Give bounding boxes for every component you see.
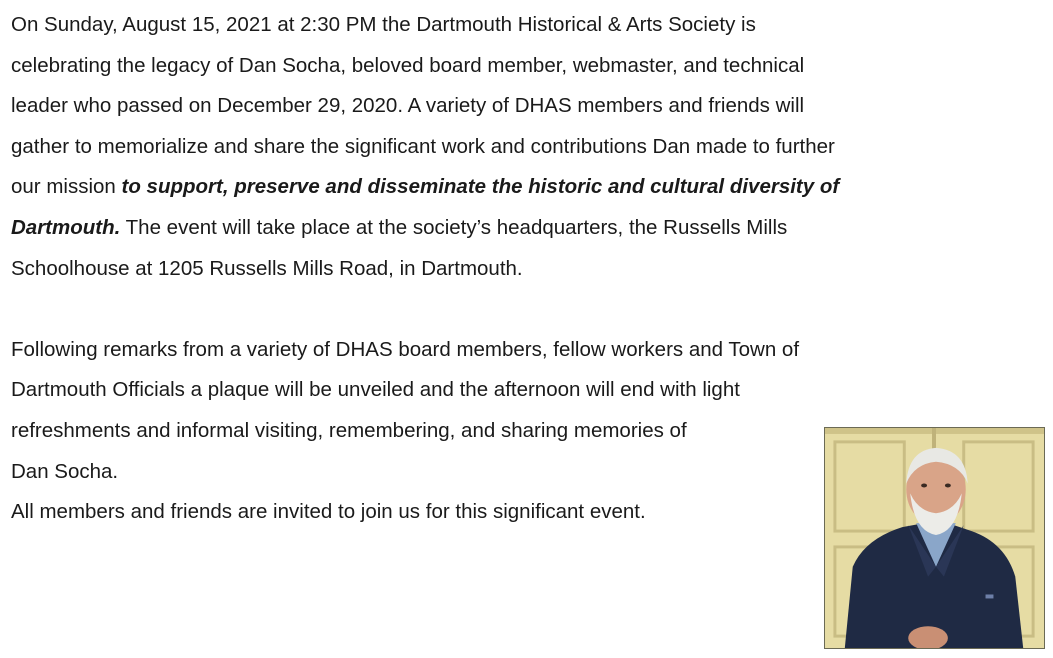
text-plain: our mission xyxy=(11,175,122,199)
text-line: gather to memorialize and share the significant work and contributions Dan made to further xyxy=(11,134,835,158)
text-line-mission-end xyxy=(11,208,1011,249)
paragraph-gap xyxy=(11,289,1011,330)
jacket-logo xyxy=(986,594,994,598)
text-line: On Sunday, August 15, 2021 at 2:30 PM the Dartmouth Historical & Arts Society is xyxy=(11,13,756,36)
text-line: Schoolhouse at 1205 Russells Mills Road, in Dartmouth. xyxy=(11,256,523,280)
mission-statement: to support, preserve and disseminate the historic and cultural diversity of xyxy=(121,175,840,199)
text-line: leader who passed on December 29, 2020. A variety of DHAS members and friends will xyxy=(11,94,805,118)
text-line-mission xyxy=(11,167,1011,208)
portrait-photo xyxy=(824,427,1045,649)
invitation-line: All members and friends are invited to join us for this significant event. xyxy=(11,500,646,524)
text-line: celebrating the legacy of Dan Socha, beloved board member, webmaster, and technical xyxy=(11,53,805,77)
text-line: refreshments and informal visiting, remembering, and sharing memories of xyxy=(11,418,687,442)
text-line: Dartmouth Officials a plaque will be unveiled and the afternoon will end with light xyxy=(11,378,740,402)
mission-statement-end: Dartmouth. xyxy=(11,215,121,239)
eye-left xyxy=(921,483,927,487)
portrait-illustration xyxy=(825,428,1044,648)
text-line: Dan Socha. xyxy=(11,459,119,483)
eye-right xyxy=(945,483,951,487)
text-plain: The event will take place at the society’s headquarters, the Russells Mills xyxy=(120,215,788,239)
text-line: Following remarks from a variety of DHAS board members, fellow workers and Town of xyxy=(11,337,800,361)
